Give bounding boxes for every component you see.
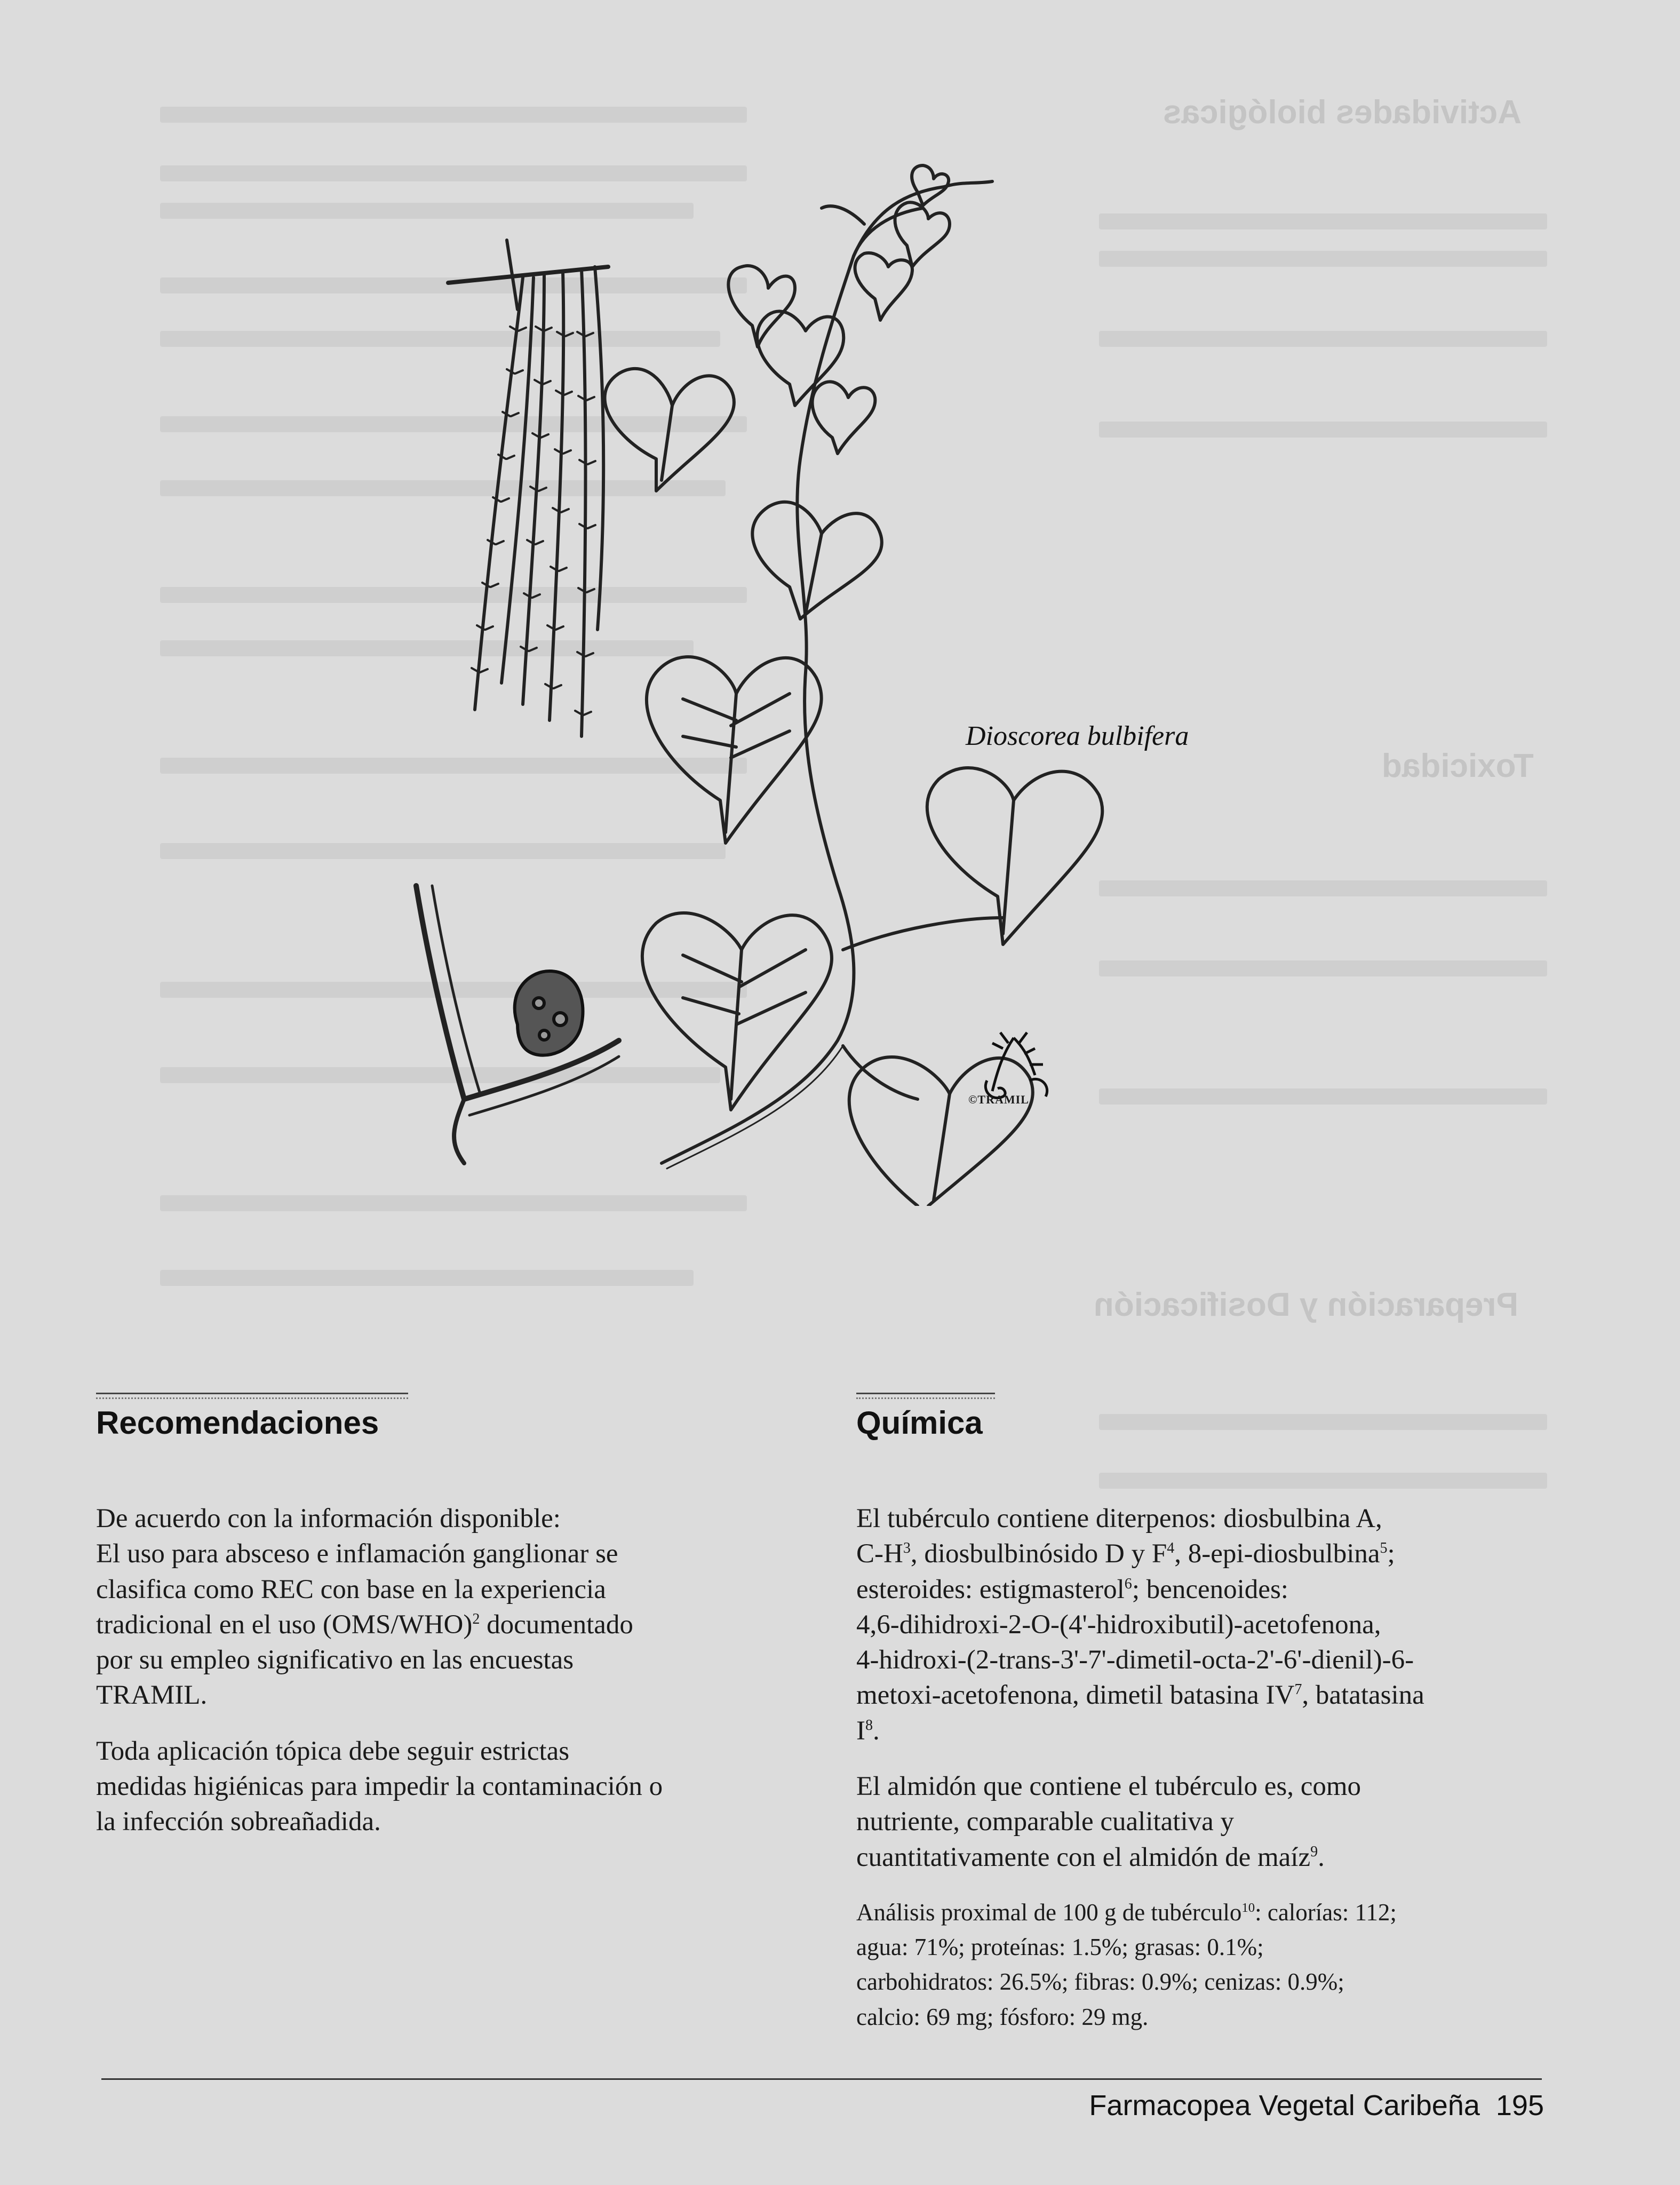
reference-number: 3 [903,1540,911,1557]
text-line: 4,6-dihidroxi-2-O-(4'-hidroxibutil)-acetofenona, [856,1609,1381,1640]
text-line: clasifica como REC con base en la experiencia [96,1574,606,1604]
ghost-heading-middle: Toxicidad [1382,748,1534,784]
text-line: El almidón que contiene el tubérculo es, como [856,1771,1361,1802]
section-divider [856,1393,995,1399]
quimica-paragraph-1 [856,1501,1566,1749]
text-line: cuantitativamente con el almidón de maíz [856,1842,1311,1872]
text-line: : calorías: 112; [1255,1898,1397,1926]
book-title: Farmacopea Vegetal Caribeña [1089,2089,1480,2122]
reference-number: 5 [1380,1540,1388,1557]
leaf-8 [728,266,795,347]
text-line: 4-hidroxi-(2-trans-3'-7'-dimetil-octa-2'-6'-dienil)-6- [856,1645,1414,1675]
page-footer [1089,2089,1544,2122]
recomendaciones-section [96,1393,790,1860]
text-line: . [873,1715,880,1746]
section-title: Química [856,1405,983,1441]
section-title: Recomendaciones [96,1405,379,1441]
reference-number: 2 [472,1610,480,1627]
text-line: esteroides: estigmasterol [856,1574,1125,1604]
text-line: Toda aplicación tópica debe seguir estrictas [96,1736,570,1766]
text-line: ; bencenoides: [1132,1574,1288,1604]
tramil-logo-label: ©TRAMIL [968,1093,1029,1106]
reference-number: 8 [865,1717,873,1734]
leaf-1 [605,369,734,491]
leaf-11 [813,382,875,454]
text-line: , diosbulbinósido D y F [910,1539,1167,1569]
text-line: documentado [480,1609,633,1640]
text-line: El tubérculo contiene diterpenos: diosbulbina A, [856,1504,1382,1534]
quimica-paragraph-2 [856,1769,1566,1875]
ghost-heading-top: Actividades biológicas [1163,94,1522,131]
section-divider [96,1393,408,1399]
text-line: El uso para absceso e inflamación ganglionar se [96,1539,618,1569]
reference-number: 10 [1241,1900,1255,1915]
text-line: calcio: 69 mg; fósforo: 29 mg. [856,2003,1149,2030]
leaf-2 [752,502,882,619]
text-line: medidas higiénicas para impedir la contaminación o [96,1771,663,1802]
text-line: TRAMIL. [96,1680,208,1711]
inflorescence-spikes [448,240,608,736]
text-line: nutriente, comparable cualitativa y [856,1807,1235,1837]
text-line: la infección sobreañadida. [96,1807,381,1837]
text-line: tradicional en el uso (OMS/WHO) [96,1609,473,1640]
text-line: agua: 71%; proteínas: 1.5%; grasas: 0.1%; [856,1934,1264,1961]
page-number: 195 [1495,2089,1544,2122]
footer-divider [101,2078,1542,2080]
text-line: , batatasina [1302,1680,1424,1711]
reference-number: 6 [1124,1575,1132,1592]
reference-number: 9 [1310,1843,1318,1860]
ghost-heading-lower: Preparación y Dosificación [1094,1286,1518,1323]
text-line: metoxi-acetofenona, dimetil batasina IV [856,1680,1295,1711]
recomendaciones-paragraph-1 [96,1501,790,1713]
text-line: . [1318,1842,1325,1872]
text-line: ; [1387,1539,1395,1569]
text-line: I [856,1715,865,1746]
reference-number: 4 [1167,1540,1175,1557]
recomendaciones-paragraph-2 [96,1734,790,1840]
text-line: , 8-epi-diosbulbina [1174,1539,1380,1569]
text-line: C-H [856,1539,903,1569]
figure-caption: Dioscorea bulbifera [966,721,1189,751]
quimica-paragraph-3 [856,1895,1566,2035]
text-line: De acuerdo con la información disponible: [96,1504,561,1534]
quimica-section [856,1393,1566,2035]
leaf-10 [855,253,912,320]
reference-number: 7 [1294,1681,1302,1698]
text-line: carbohidratos: 26.5%; fibras: 0.9%; cenizas: 0.9%; [856,1968,1344,1996]
text-line: Análisis proximal de 100 g de tubérculo [856,1898,1242,1926]
leaf-3 [647,657,822,843]
bulbil-tuber [515,971,583,1055]
text-line: por su empleo significativo en las encuestas [96,1645,574,1675]
leaf-4 [843,768,1102,950]
